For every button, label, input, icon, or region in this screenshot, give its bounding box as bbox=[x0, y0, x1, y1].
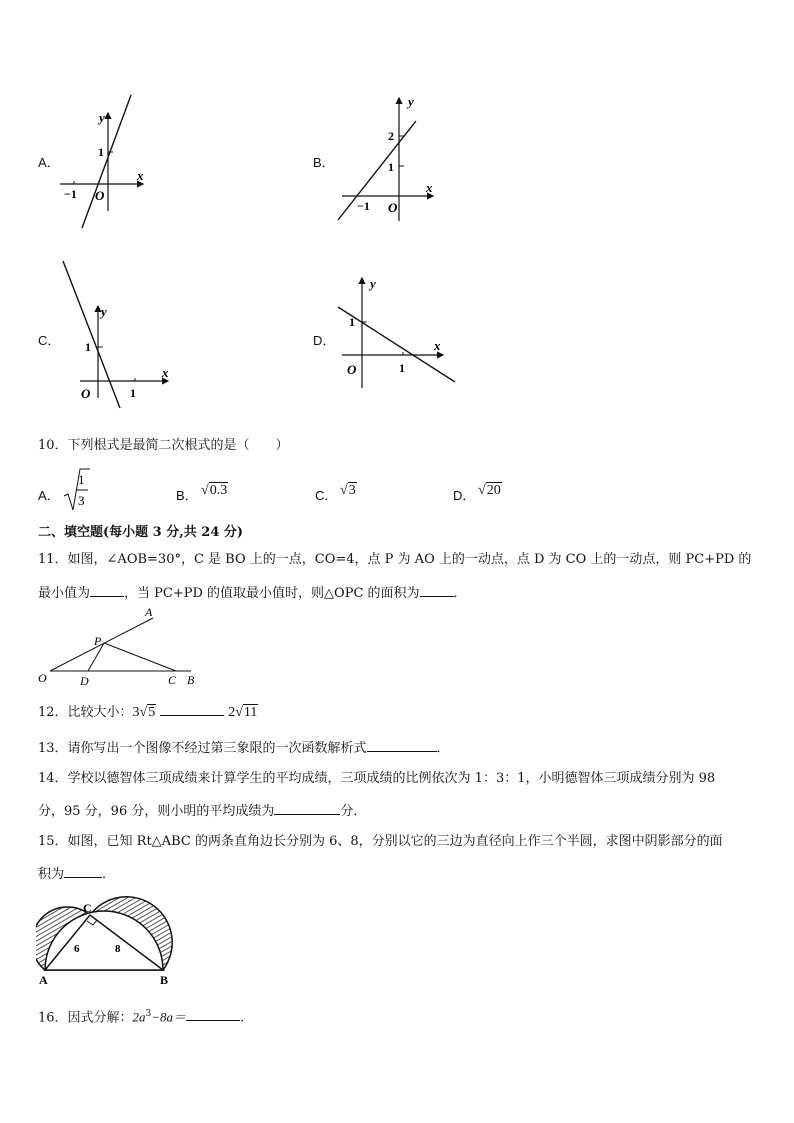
q10-option-c-radical: √3 bbox=[340, 483, 356, 498]
q15-figure bbox=[36, 890, 176, 988]
svg-text:1: 1 bbox=[130, 386, 136, 400]
q11-line1: 11．如图，∠AOB=30°，C 是 BO 上的一点，CO=4，点 P 为 AO 上的一动点，点 D 为 CO 上的一动点，则 PC+PD 的 bbox=[38, 552, 752, 567]
function-line bbox=[63, 261, 120, 408]
tick-1: 1 bbox=[98, 145, 104, 159]
svg-text:8: 8 bbox=[115, 943, 121, 955]
svg-text:O: O bbox=[388, 200, 398, 215]
function-line bbox=[338, 121, 416, 220]
q10-option-a-label: A． bbox=[38, 488, 60, 503]
q10-option-a-radical bbox=[62, 466, 92, 514]
q11-figure bbox=[36, 604, 206, 688]
svg-text:x: x bbox=[162, 365, 169, 380]
option-b-label: B． bbox=[313, 155, 335, 170]
svg-text:1: 1 bbox=[78, 472, 85, 487]
svg-text:y: y bbox=[370, 276, 376, 291]
svg-text:1: 1 bbox=[399, 361, 405, 375]
svg-text:P: P bbox=[94, 634, 102, 648]
q14-blank bbox=[274, 802, 340, 815]
svg-text:B: B bbox=[160, 973, 169, 987]
svg-text:y: y bbox=[408, 94, 414, 109]
q12-blank bbox=[160, 703, 224, 716]
svg-text:x: x bbox=[426, 180, 433, 195]
option-d-label: D． bbox=[313, 333, 336, 348]
tick-neg1: −1 bbox=[64, 187, 77, 201]
svg-text:−1: −1 bbox=[357, 199, 370, 213]
q15-line2: 积为 ． bbox=[38, 867, 116, 882]
function-line bbox=[82, 95, 131, 228]
q10-option-b-radical: √0.3 bbox=[201, 483, 228, 498]
q10-stem: 10．下列根式是最简二次根式的是（ ） bbox=[38, 438, 289, 453]
x-label: x bbox=[137, 168, 144, 183]
q14-line1: 14．学校以德智体三项成绩来计算学生的平均成绩，三项成绩的比例依次为 1：3：1，小明德智体三项成绩分别为 98 bbox=[38, 771, 716, 786]
section-title: 二、填空题(每小题 3 分,共 24 分) bbox=[38, 525, 244, 540]
svg-text:6: 6 bbox=[74, 943, 80, 955]
svg-text:3: 3 bbox=[78, 493, 85, 508]
q15-blank bbox=[64, 865, 102, 878]
q10-option-c-label: C． bbox=[315, 488, 338, 503]
q10-option-d-label: D． bbox=[453, 488, 476, 503]
svg-text:1: 1 bbox=[388, 160, 394, 174]
q15-line1: 15．如图，已知 Rt△ABC 的两条直角边长分别为 6、8，分别以它的三边为直径向上作三个半圆，求图中阴影部分的面 bbox=[38, 834, 723, 849]
graph-option-c bbox=[55, 258, 180, 413]
svg-text:2: 2 bbox=[388, 129, 394, 143]
q16: 16．因式分解：$2a^3-8a=$ . bbox=[38, 1009, 245, 1026]
q16-blank bbox=[186, 1008, 240, 1021]
svg-text:C: C bbox=[168, 673, 177, 687]
svg-text:B: B bbox=[187, 673, 195, 687]
svg-text:1: 1 bbox=[85, 340, 91, 354]
svg-text:D: D bbox=[80, 674, 89, 688]
y-label: y bbox=[99, 110, 105, 125]
svg-text:x: x bbox=[434, 338, 441, 353]
svg-text:1: 1 bbox=[349, 315, 355, 329]
svg-text:y: y bbox=[101, 304, 107, 319]
graph-option-d bbox=[330, 270, 465, 395]
q13-blank bbox=[367, 739, 437, 752]
q12: 12．比较大小：3√5 2√11 bbox=[38, 705, 258, 720]
q13: 13．请你写出一个图像不经过第三象限的一次函数解析式 ． bbox=[38, 741, 450, 756]
svg-text:A: A bbox=[145, 605, 153, 619]
q10-option-b-label: B． bbox=[176, 488, 198, 503]
svg-text:O: O bbox=[347, 362, 357, 377]
svg-text:O: O bbox=[38, 671, 47, 685]
svg-text:C: C bbox=[83, 901, 92, 915]
q11-line2: 最小值为 ，当 PC+PD 的值取最小值时，则△OPC 的面积为 ． bbox=[38, 586, 467, 601]
q14-line2: 分，95 分，96 分，则小明的平均成绩为 分． bbox=[38, 804, 367, 819]
q11-blank-1 bbox=[90, 584, 124, 597]
origin-label: O bbox=[95, 188, 105, 203]
svg-text:A: A bbox=[39, 973, 48, 987]
svg-text:O: O bbox=[81, 386, 91, 401]
option-c-label: C． bbox=[38, 333, 61, 348]
graph-option-a bbox=[55, 88, 165, 233]
q11-blank-2 bbox=[420, 584, 454, 597]
graph-option-b bbox=[330, 88, 445, 228]
option-a-label: A． bbox=[38, 155, 60, 170]
q10-option-d-radical: √20 bbox=[478, 483, 501, 498]
